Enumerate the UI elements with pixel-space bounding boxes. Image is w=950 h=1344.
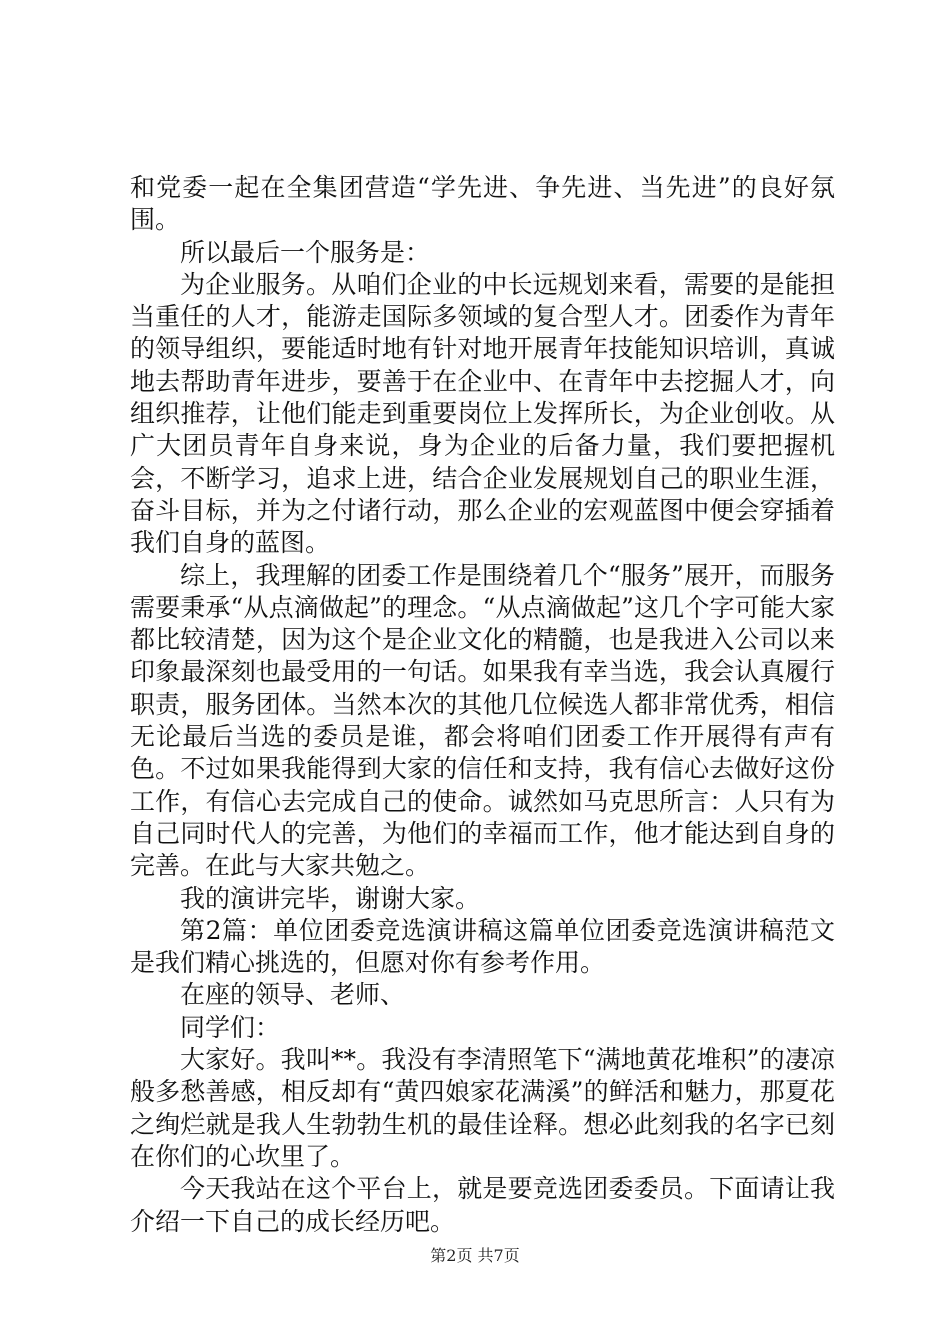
paragraph: 和党委一起在全集团营造“学先进、争先进、当先进”的良好氛围。 xyxy=(130,173,835,235)
paragraph: 我的演讲完毕，谢谢大家。 xyxy=(180,883,481,913)
paragraph: 今天我站在这个平台上，就是要竞选团委委员。下面请让我介绍一下自己的成长经历吧。 xyxy=(130,1174,835,1236)
paragraph: 同学们： xyxy=(180,1012,281,1042)
paragraph: 在座的领导、老师、 xyxy=(180,980,406,1010)
document-body xyxy=(130,172,835,1238)
paragraph: 综上，我理解的团委工作是围绕着几个“服务”展开，而服务需要秉承“从点滴做起”的理念。“从点滴做起”这几个字可能大家都比较清楚，因为这个是企业文化的精髓，也是我进入公司以来印象最深刻也最受用的一句话。如果我有幸当选，我会认真履行职责，服务团体。当然本次的其他几位候选人都非常优秀，相信无论最后当选的委员是谁，都会将咱们团委工作开展得有声有色。不过如果我能得到大家的信任和支持，我有信心去做好这份工作，有信心去完成自己的使命。诚然如马克思所言：人只有为自己同时代人的完善，为他们的幸福而工作，他才能达到自身的完善。在此与大家共勉之。 xyxy=(130,560,835,881)
paragraph: 所以最后一个服务是： xyxy=(180,237,431,267)
paragraph: 为企业服务。从咱们企业的中长远规划来看，需要的是能担当重任的人才，能游走国际多领域的复合型人才。团委作为青年的领导组织，要能适时地有针对地开展青年技能知识培训，真诚地去帮助青年进步，要善于在企业中、在青年中去挖掘人才，向组织推荐，让他们能走到重要岗位上发挥所长，为企业创收。从广大团员青年自身来说，身为企业的后备力量，我们要把握机会，不断学习，追求上进，结合企业发展规划自己的职业生涯，奋斗目标，并为之付诸行动，那么企业的宏观蓝图中便会穿插着我们自身的蓝图。 xyxy=(130,269,835,558)
page-number: 第2页 共7页 xyxy=(430,1246,520,1265)
page-footer xyxy=(0,1246,950,1266)
paragraph: 大家好。我叫**。我没有李清照笔下“满地黄花堆积”的凄凉般多愁善感，相反却有“黄四娘家花满溪”的鲜活和魅力，那夏花之绚烂就是我人生勃勃生机的最佳诠释。想必此刻我的名字已刻在你们的心坎里了。 xyxy=(130,1045,835,1171)
paragraph: 第2篇：单位团委竞选演讲稿这篇单位团委竞选演讲稿范文是我们精心挑选的，但愿对你有参考作用。 xyxy=(130,915,835,978)
